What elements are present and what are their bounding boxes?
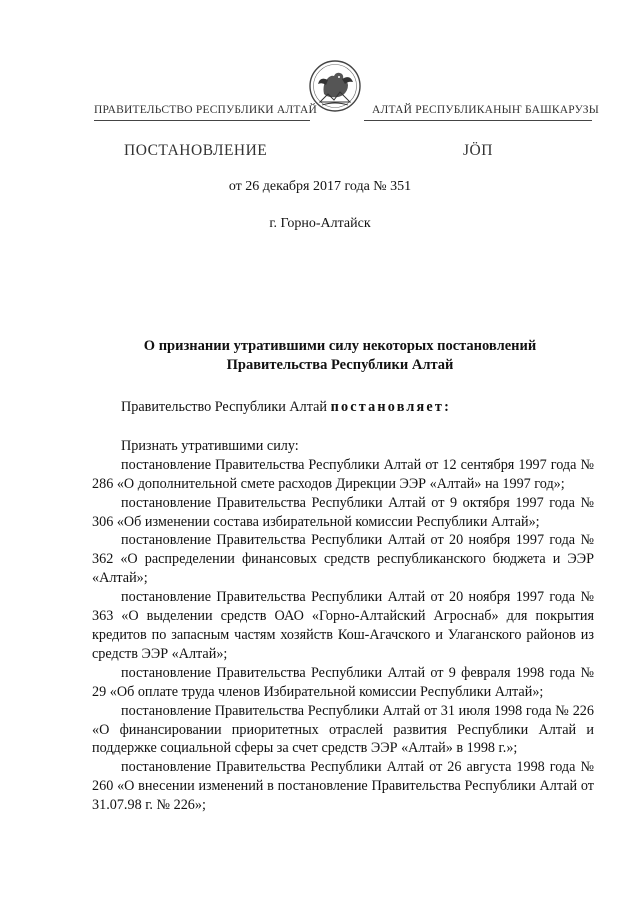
body-intro: Признать утратившими силу: (121, 437, 299, 454)
header-divider-right (364, 120, 592, 121)
header-divider-left (94, 120, 310, 121)
doc-type-russian: ПОСТАНОВЛЕНИЕ (124, 142, 268, 159)
list-item: постановление Правительства Республики Алтай от 9 октября 1997 года № 306 «Об изменении состава избирательной комиссии Республики Алтай»; (92, 494, 594, 530)
preamble-subject: Правительство Республики Алтай (121, 399, 328, 415)
preamble (92, 398, 594, 417)
decree-date-number: от 26 декабря 2017 года № 351 (228, 179, 412, 194)
preamble-decree-word: постановляет: (330, 399, 451, 415)
list-item: постановление Правительства Республики Алтай от 12 сентября 1997 года № 286 «О дополнительной смете расходов Дирекции ЭЭР «Алтай» на 1997 год»; (92, 456, 594, 492)
decree-body (92, 398, 594, 815)
org-name-altai: АЛТАЙ РЕСПУБЛИКАНЫҤ БАШКАРУЗЫ (372, 104, 599, 116)
list-item: постановление Правительства Республики Алтай от 20 ноября 1997 года № 362 «О распределении финансовых средств республиканского бюджета и ЭЭР «Алтай»; (92, 532, 594, 587)
decree-title-line-1: О признании утратившими силу некоторых постановлений (143, 338, 537, 354)
decree-title-line-2: Правительства Республики Алтай (226, 357, 454, 373)
list-item: постановление Правительства Республики Алтай от 20 ноября 1997 года № 363 «О выделении средств ОАО «Горно-Алтайский Агроснаб» для покрытия кредитов по запасным частям хозяйств Кош-Агачского и Улаганского районов из средств ЭЭР «Алтай»; (92, 589, 594, 662)
org-name-russian: ПРАВИТЕЛЬСТВО РЕСПУБЛИКИ АЛТАЙ (94, 104, 318, 116)
list-item: постановление Правительства Республики Алтай от 26 августа 1998 года № 260 «О внесении изменений в постановление Правительства Республики Алтай от 31.07.98 г. № 226»; (92, 759, 594, 814)
list-item: постановление Правительства Республики Алтай от 31 июля 1998 года № 226 «О финансировании приоритетных отраслей развития Республики Алтай и поддержке социальной сферы за счет средств ЭЭР «Алтай» в 1998 г.»; (92, 702, 594, 757)
list-item: постановление Правительства Республики Алтай от 9 февраля 1998 года № 29 «Об оплате труда членов Избирательной комиссии Республики Алтай»; (92, 664, 594, 700)
decree-city: г. Горно-Алтайск (269, 216, 371, 231)
doc-type-altai: JÖП (463, 142, 493, 159)
decree-title (90, 337, 590, 375)
